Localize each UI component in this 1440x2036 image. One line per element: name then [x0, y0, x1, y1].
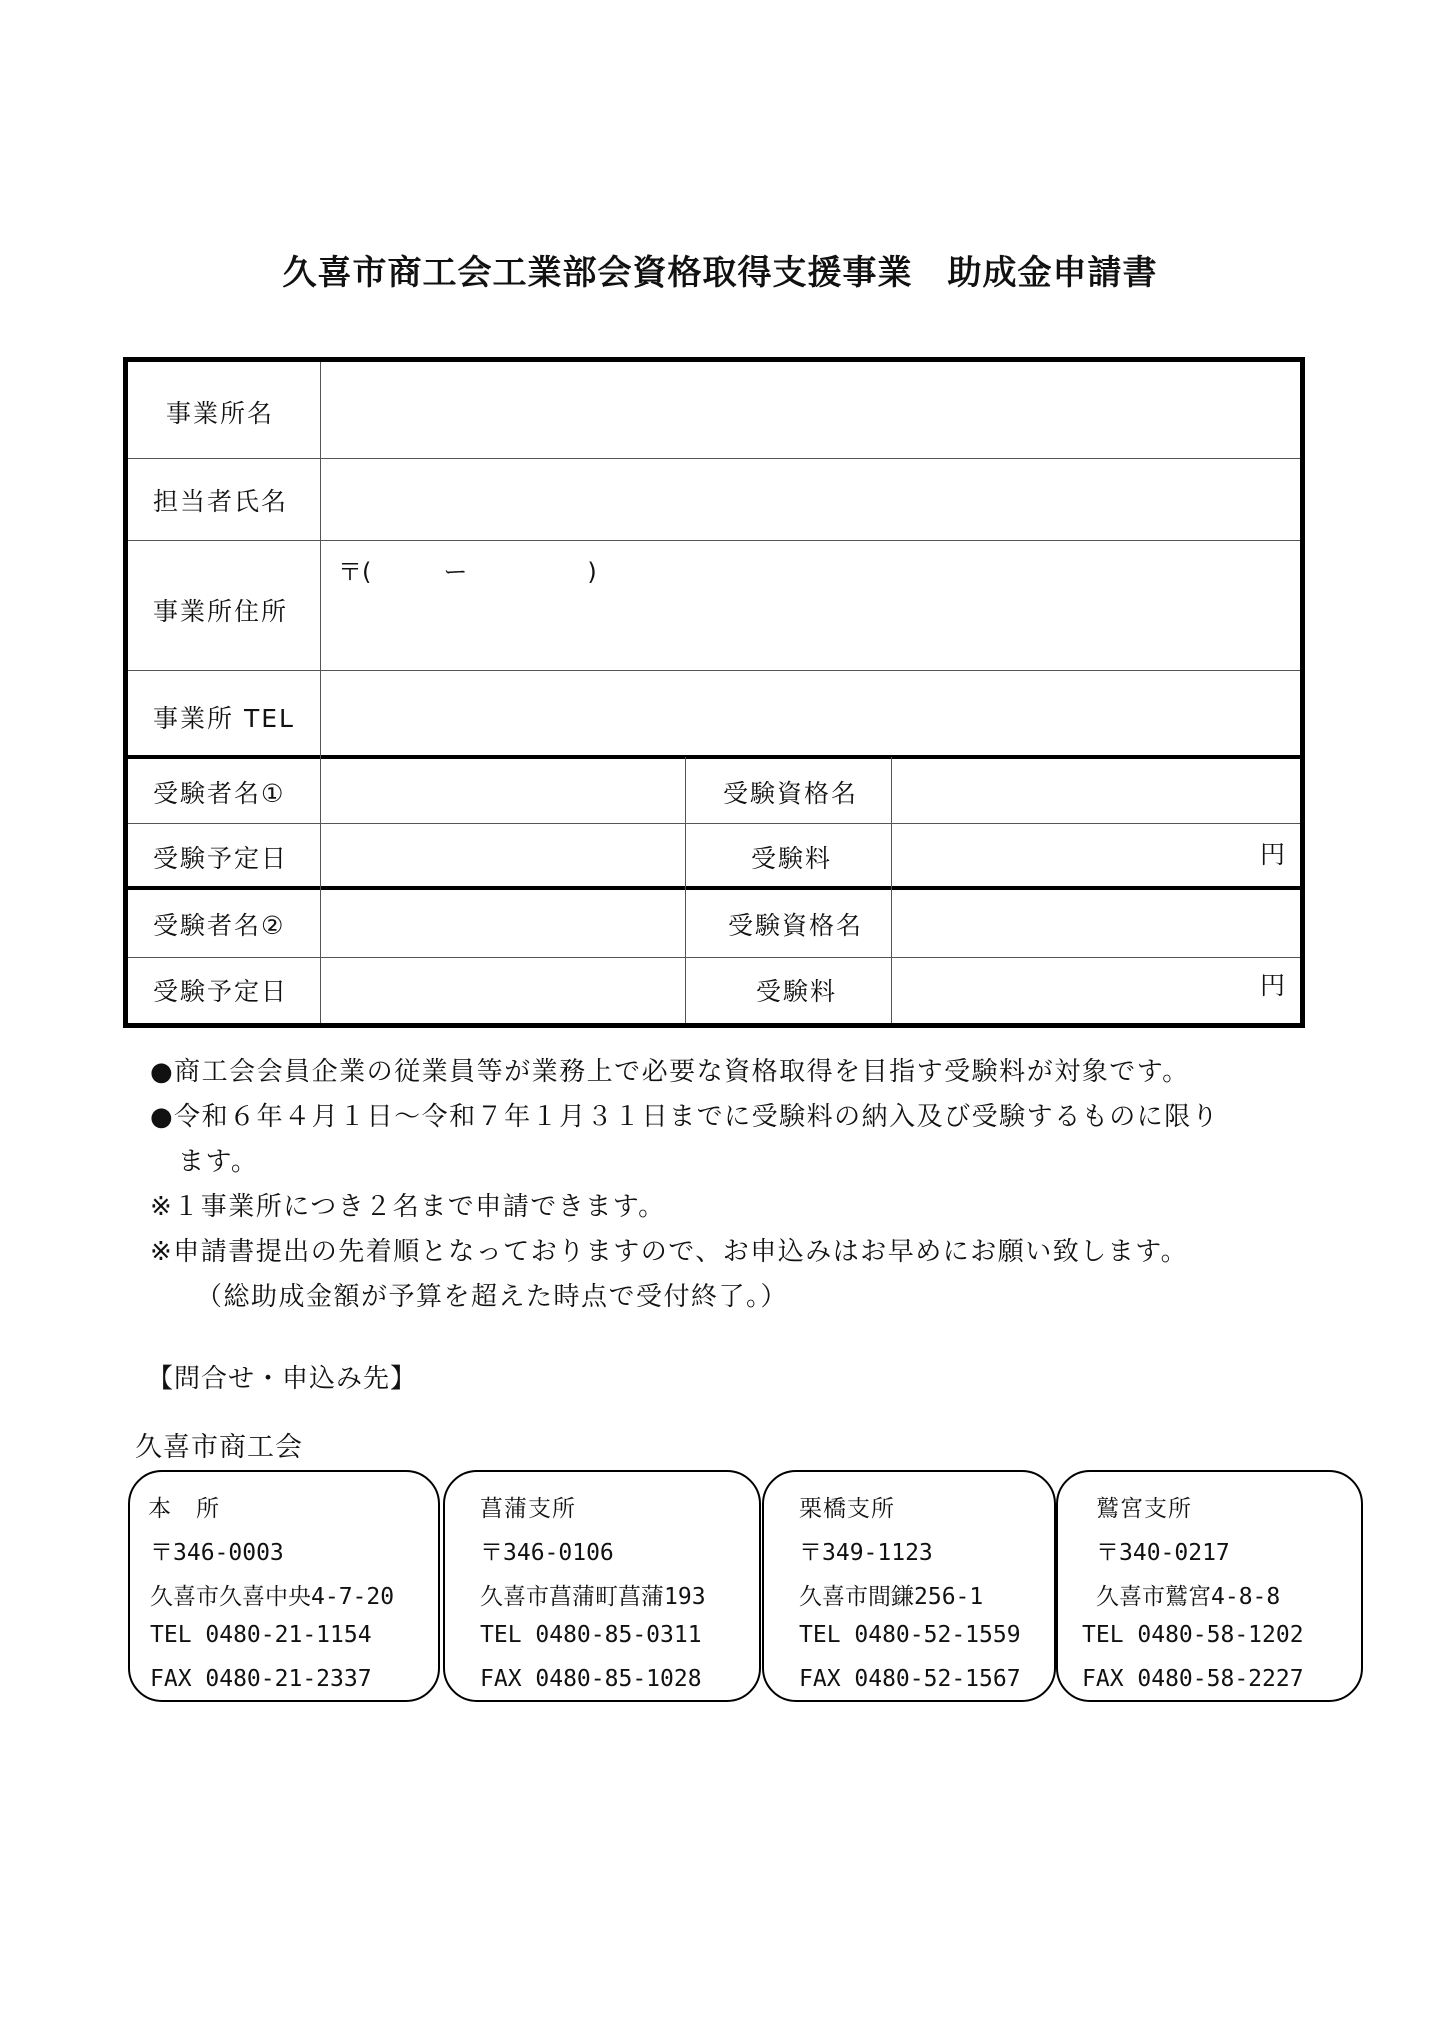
application-form — [123, 357, 1305, 1028]
office-name: 菖蒲支所 — [480, 1496, 576, 1522]
contact-heading: 【問合せ・申込み先】 — [147, 1364, 418, 1394]
note-item: ●令和６年４月１日～令和７年１月３１日までに受験料の納入及び受験するものに限り — [150, 1102, 1220, 1132]
office-tel: TEL 0480-58-1202 — [1082, 1622, 1304, 1648]
office-card-main — [128, 1470, 440, 1702]
office-name: 本 所 — [148, 1496, 220, 1522]
exam-fee1-field[interactable] — [895, 825, 1300, 885]
business-name-field[interactable] — [324, 362, 1300, 457]
office-fax: FAX 0480-21-2337 — [150, 1666, 372, 1692]
office-fax: FAX 0480-58-2227 — [1082, 1666, 1304, 1692]
qualification2-field[interactable] — [895, 890, 1300, 956]
tel-label: 事業所 TEL — [153, 704, 295, 733]
exam-date1-label: 受験予定日 — [153, 844, 289, 873]
exam-date1-field[interactable] — [324, 825, 684, 885]
office-postal: 〒349-1123 — [799, 1540, 933, 1566]
office-postal: 〒340-0217 — [1096, 1540, 1230, 1566]
business-name-label: 事業所名 — [166, 399, 275, 428]
address-label: 事業所住所 — [153, 597, 289, 626]
office-postal: 〒346-0003 — [150, 1540, 284, 1566]
office-name: 鷲宮支所 — [1096, 1496, 1192, 1522]
postal-code-field[interactable]: 〒( ー ) — [338, 558, 597, 586]
row-divider — [128, 670, 1300, 671]
examinee1-label: 受験者名① — [153, 779, 286, 808]
note-item: ます。 — [178, 1147, 259, 1177]
notes — [150, 1050, 1219, 1320]
row-divider — [128, 540, 1300, 541]
note-item: ※申請書提出の先着順となっておりますので、お申込みはお早めにお願い致します。 — [150, 1237, 1189, 1267]
exam-fee1-label: 受験料 — [751, 844, 833, 873]
exam-date2-field[interactable] — [324, 959, 684, 1023]
examinee1-name-field[interactable] — [324, 759, 684, 822]
qualification2-label: 受験資格名 — [728, 911, 864, 940]
tel-field[interactable] — [324, 672, 1300, 754]
office-fax: FAX 0480-52-1567 — [799, 1666, 1021, 1692]
office-tel: TEL 0480-21-1154 — [150, 1622, 372, 1648]
office-tel: TEL 0480-85-0311 — [480, 1622, 702, 1648]
yen-unit: 円 — [1260, 971, 1286, 1000]
contact-person-label: 担当者氏名 — [153, 487, 289, 516]
office-card-shobu — [443, 1470, 761, 1702]
note-item: ※１事業所につき２名まで申請できます。 — [150, 1192, 666, 1222]
column-divider — [320, 362, 321, 1023]
page-title: 久喜市商工会工業部会資格取得支援事業 助成金申請書 — [282, 253, 1158, 293]
address-field[interactable] — [324, 587, 1300, 669]
row-divider — [128, 957, 1300, 958]
examinee2-name-field[interactable] — [324, 890, 684, 956]
office-address: 久喜市菖蒲町菖蒲193 — [480, 1584, 706, 1610]
office-postal: 〒346-0106 — [480, 1540, 614, 1566]
note-item: ●商工会会員企業の従業員等が業務上で必要な資格取得を目指す受験料が対象です。 — [150, 1057, 1190, 1087]
office-address: 久喜市間鎌256-1 — [799, 1584, 984, 1610]
contact-person-field[interactable] — [324, 460, 1300, 539]
examinee2-label: 受験者名② — [153, 911, 286, 940]
office-address: 久喜市鷲宮4-8-8 — [1096, 1584, 1281, 1610]
column-divider — [685, 757, 686, 1023]
column-divider — [891, 757, 892, 1023]
note-item: （総助成金額が予算を超えた時点で受付終了。） — [196, 1282, 789, 1312]
exam-date2-label: 受験予定日 — [153, 977, 289, 1006]
office-fax: FAX 0480-85-1028 — [480, 1666, 702, 1692]
office-tel: TEL 0480-52-1559 — [799, 1622, 1021, 1648]
qualification1-label: 受験資格名 — [723, 779, 859, 808]
row-divider — [128, 458, 1300, 459]
exam-fee2-label: 受験料 — [756, 977, 838, 1006]
office-name: 栗橋支所 — [799, 1496, 895, 1522]
organization-name: 久喜市商工会 — [135, 1432, 303, 1463]
row-divider — [128, 823, 1300, 824]
exam-fee2-field[interactable] — [895, 959, 1300, 1023]
yen-unit: 円 — [1260, 840, 1286, 869]
qualification1-field[interactable] — [895, 759, 1300, 822]
office-card-washimiya — [1056, 1470, 1363, 1702]
office-card-kurihashi — [762, 1470, 1056, 1702]
office-address: 久喜市久喜中央4-7-20 — [150, 1584, 395, 1610]
